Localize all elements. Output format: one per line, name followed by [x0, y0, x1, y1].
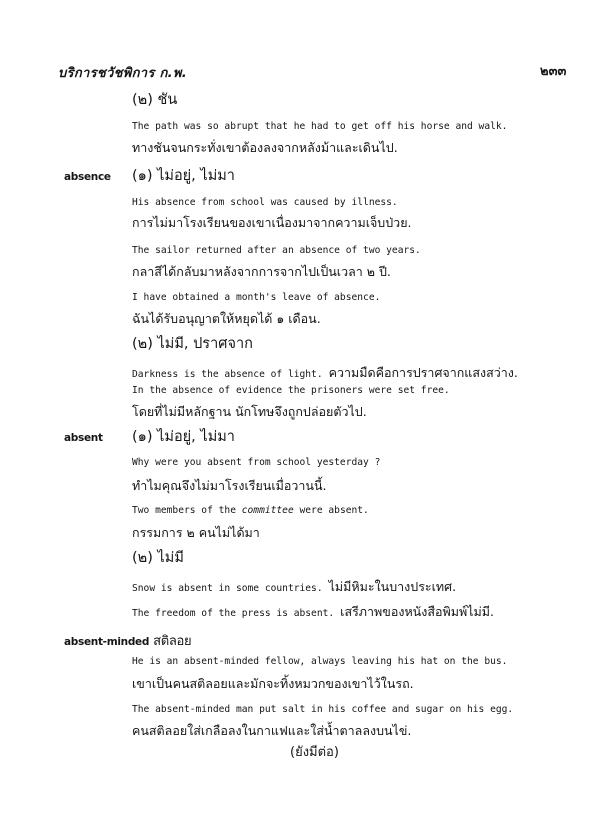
running-header: บริการชวัชพิการ ก.พ.	[58, 66, 187, 81]
example-thai: การไม่มาโรงเรียนของเขาเนื่องมาจากความเจ็บป่วย.	[132, 215, 412, 230]
headword-absent: absent	[64, 432, 103, 444]
example-thai: ฉันได้รับอนุญาตให้หยุดได้ ๑ เดือน.	[132, 311, 321, 326]
continued-note: (ยังมีต่อ)	[290, 745, 339, 760]
sense-label: (๑) ไม่อยู่, ไม่มา	[132, 168, 235, 184]
headword-absent-minded: absent-minded สติลอย	[64, 634, 192, 649]
sense-label: (๒) ไม่มี, ปราศจาก	[132, 336, 253, 352]
example-english: I have obtained a month's leave of absence.	[132, 292, 381, 303]
example-thai: ทางชันจนกระทั่งเขาต้องลงจากหลังม้าและเดินไป.	[132, 140, 398, 155]
example-thai: คนสติลอยใส่เกลือลงในกาแฟและใส่น้ำตาลลงบนไข่.	[132, 723, 412, 738]
example-thai: กรรมการ ๒ คนไม่ได้มา	[132, 525, 260, 540]
example-english: He is an absent-minded fellow, always leaving his hat on the bus.	[132, 656, 508, 667]
example-english: His absence from school was caused by illness.	[132, 197, 398, 208]
headword-absence: absence	[64, 171, 111, 183]
example-thai: กลาสีได้กลับมาหลังจากการจากไปเป็นเวลา ๒ ปี.	[132, 264, 391, 279]
example-english: In the absence of evidence the prisoners were set free.	[132, 385, 450, 396]
example-english: The sailor returned after an absence of two years.	[132, 245, 421, 256]
example-english: Two members of the committee were absent.	[132, 505, 369, 516]
example-thai: ทำไมคุณจึงไม่มาโรงเรียนเมื่อวานนี้.	[132, 478, 327, 493]
example-english: The path was so abrupt that he had to get off his horse and walk.	[132, 121, 508, 132]
example-english: Why were you absent from school yesterday ?	[132, 457, 381, 468]
page-number: ๒๓๓	[540, 64, 567, 79]
sense-label: (๒) ชัน	[132, 92, 178, 108]
example-english: Snow is absent in some countries. ไม่มีหิมะในบางประเทศ.	[132, 579, 457, 594]
example-thai: เขาเป็นคนสติลอยและมักจะทิ้งหมวกของเขาไว้ในรถ.	[132, 676, 414, 691]
example-english: Darkness is the absence of light. ความมืดคือการปราศจากแสงสว่าง.	[132, 365, 518, 380]
example-english: The absent-minded man put salt in his coffee and sugar on his egg.	[132, 704, 514, 715]
sense-label: (๑) ไม่อยู่, ไม่มา	[132, 429, 235, 445]
example-thai: โดยที่ไม่มีหลักฐาน นักโทษจึงถูกปล่อยตัวไป.	[132, 404, 367, 419]
sense-label: (๒) ไม่มี	[132, 550, 184, 566]
example-english: The freedom of the press is absent. เสรีภาพของหนังสือพิมพ์ไม่มี.	[132, 604, 494, 619]
